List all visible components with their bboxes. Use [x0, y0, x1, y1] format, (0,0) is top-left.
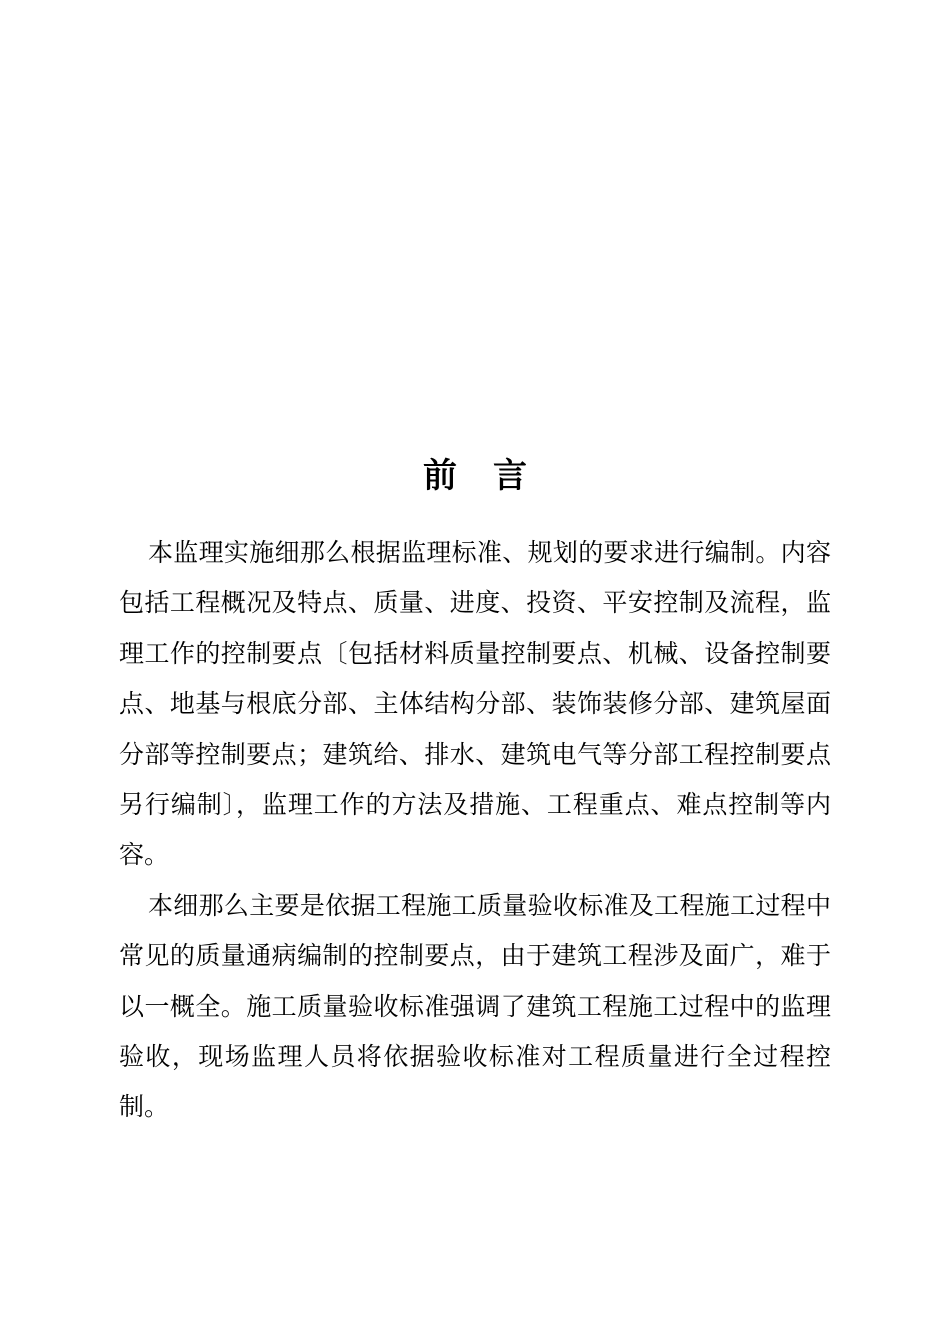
document-body [119, 528, 831, 1133]
paragraph-1: 本监理实施细那么根据监理标准、规划的要求进行编制。内容包括工程概况及特点、质量、进度、投资、平安控制及流程，监理工作的控制要点〔包括材料质量控制要点、机械、设备控制要点、地基与根底分部、主体结构分部、装饰装修分部、建筑屋面分部等控制要点；建筑给、排水、建筑电气等分部工程控制要点另行编制〕，监理工作的方法及措施、工程重点、难点控制等内容。 [119, 538, 831, 870]
page-title: 前言 [423, 455, 563, 496]
paragraph-2: 本细那么主要是依据工程施工质量验收标准及工程施工过程中常见的质量通病编制的控制要点，由于建筑工程涉及面广，难于以一概全。施工质量验收标准强调了建筑工程施工过程中的监理验收，现场监理人员将依据验收标准对工程质量进行全过程控制。 [119, 890, 831, 1122]
